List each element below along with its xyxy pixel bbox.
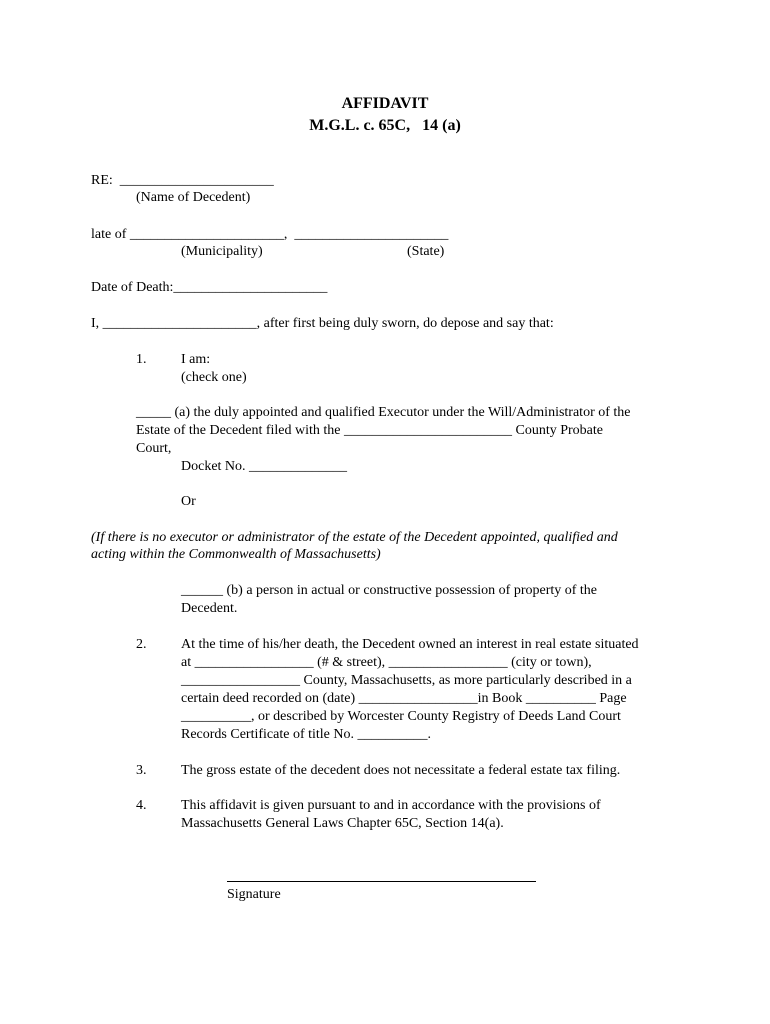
item-2-line-4: certain deed recorded on (date) _________________in Book __________ Page (181, 691, 627, 706)
re-name-line: RE: ______________________ (91, 173, 274, 188)
item-3-number: 3. (136, 763, 147, 778)
item-1-line-1: I am: (181, 352, 211, 367)
option-a-line-2: Estate of the Decedent filed with the ________________________ County Probate (136, 423, 603, 438)
option-b-line-1: ______ (b) a person in actual or constructive possession of property of the (181, 583, 598, 598)
item-1-line-2: (check one) (181, 370, 247, 385)
docket-line: Docket No. ______________ (181, 459, 348, 474)
item-4-line-2: Massachusetts General Laws Chapter 65C, Section 14(a). (181, 816, 504, 831)
item-2-line-5: __________, or described by Worcester County Registry of Deeds Land Court (181, 709, 621, 724)
document-subtitle: M.G.L. c. 65C, 14 (a) (309, 117, 461, 134)
municipality-caption: (Municipality) (181, 244, 263, 259)
item-2-number: 2. (136, 637, 147, 652)
item-2-line-1: At the time of his/her death, the Decedent owned an interest in real estate situated (181, 637, 639, 652)
signature-line (227, 881, 536, 882)
option-b-line-2: Decedent. (181, 601, 238, 616)
note-line-2: acting within the Commonwealth of Massachusetts) (91, 547, 381, 562)
date-of-death-line: Date of Death:______________________ (91, 280, 328, 295)
option-a-line-3: Court, (136, 441, 172, 456)
item-4-line-1: This affidavit is given pursuant to and in accordance with the provisions of (181, 798, 601, 813)
item-3-text: The gross estate of the decedent does not necessitate a federal estate tax filing. (181, 763, 621, 778)
note-line-1: (If there is no executor or administrator of the estate of the Decedent appointed, qualified and (91, 530, 618, 545)
document-title: AFFIDAVIT (341, 95, 429, 112)
signature-label: Signature (227, 887, 281, 902)
or-label: Or (181, 494, 196, 509)
item-2-line-6: Records Certificate of title No. __________. (181, 727, 431, 742)
late-of-line: late of ______________________, ______________________ (91, 227, 449, 242)
item-2-line-2: at _________________ (# & street), _________________ (city or town), (181, 655, 592, 670)
state-caption: (State) (407, 244, 445, 259)
oath-statement: I, ______________________, after first being duly sworn, do depose and say that: (91, 316, 554, 331)
item-4-number: 4. (136, 798, 147, 813)
option-a-line-1: _____ (a) the duly appointed and qualified Executor under the Will/Administrator of the (136, 405, 631, 420)
item-1-number: 1. (136, 352, 147, 367)
item-2-line-3: _________________ County, Massachusetts, as more particularly described in a (181, 673, 632, 688)
re-name-caption: (Name of Decedent) (136, 190, 251, 205)
